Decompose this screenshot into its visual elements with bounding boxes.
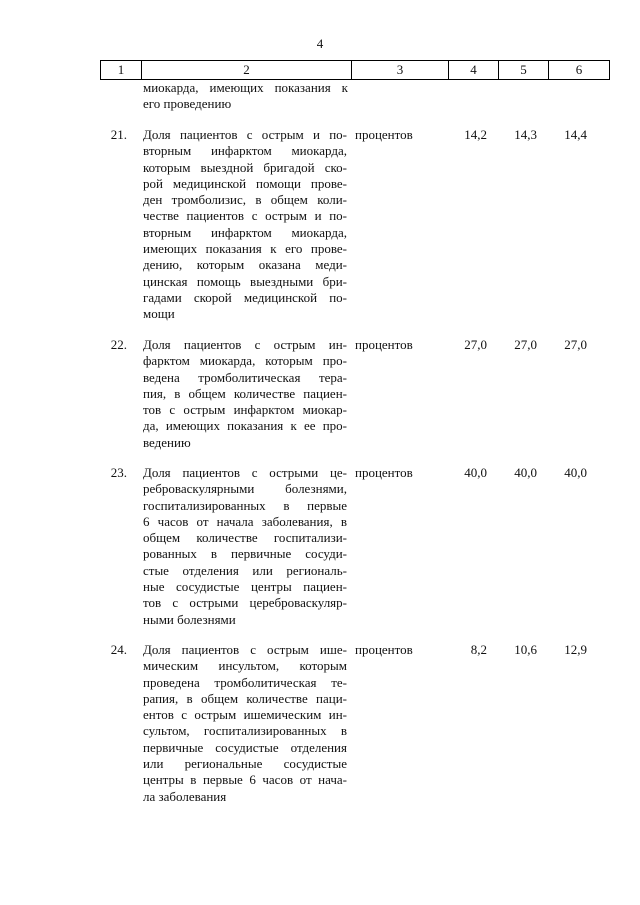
text-line: Доля пациентов с острыми це- <box>143 465 347 480</box>
text-line: 6 часов от начала заболевания, в <box>143 513 347 529</box>
text-line: фарктом миокарда, которым про- <box>143 353 347 369</box>
text-line: или региональные сосудистые <box>143 756 347 772</box>
continuation-text <box>143 80 348 113</box>
text-line: Доля пациентов с острым ин- <box>143 337 347 352</box>
text-line: центры в первые 6 часов от нача- <box>143 772 347 788</box>
row-number: 21. <box>110 127 127 142</box>
header-col-5: 5 <box>498 61 548 79</box>
header-col-6: 6 <box>548 61 610 79</box>
table-header <box>100 60 610 80</box>
text-line: тов с острым инфарктом миокар- <box>143 402 347 418</box>
text-line: честве пациентов с острым и по- <box>143 208 347 224</box>
unit-cell: процентов <box>355 642 413 657</box>
text-line: ла заболевания <box>143 788 227 804</box>
value-col-5: 40,0 <box>514 465 537 480</box>
text-line: цинская помощь выездными бри- <box>143 273 347 289</box>
row-number: 22. <box>110 337 127 352</box>
text-line: пия, в общем количестве пациен- <box>143 385 347 401</box>
value-col-4: 27,0 <box>464 337 487 352</box>
text-line: ден тромболизис, в общем коли- <box>143 192 347 208</box>
value-col-6: 40,0 <box>564 465 587 480</box>
value-col-5: 14,3 <box>514 127 537 142</box>
value-col-6: 12,9 <box>564 642 587 657</box>
text-line: ведению <box>143 434 191 450</box>
text-line: рой медицинской помощи прове- <box>143 175 347 191</box>
value-col-4: 40,0 <box>464 465 487 480</box>
text-line: дению, которым оказана меди- <box>143 257 347 273</box>
text-line: Доля пациентов с острым ише- <box>143 642 347 657</box>
text-line: да, имеющих показания к ее про- <box>143 418 347 434</box>
text-line: вторным инфарктом миокарда, <box>143 143 347 159</box>
row-number: 23. <box>110 465 127 480</box>
value-col-4: 8,2 <box>470 642 487 657</box>
text-line: мощи <box>143 306 175 322</box>
page-number: 4 <box>316 36 324 51</box>
indicator-text <box>143 642 347 805</box>
text-line: госпитализированных в первые <box>143 497 347 513</box>
unit-cell: процентов <box>355 337 413 352</box>
indicator-text <box>143 337 347 451</box>
text-line: гадами скорой медицинской по- <box>143 289 347 305</box>
text-line: общем количестве госпитализи- <box>143 530 347 546</box>
text-line: вторным инфарктом миокарда, <box>143 224 347 240</box>
text-line: которым выездной бригадой ско- <box>143 159 347 175</box>
unit-cell: процентов <box>355 127 413 142</box>
header-col-1: 1 <box>100 61 141 79</box>
continuation-line: миокарда, имеющих показания к <box>143 80 348 95</box>
indicator-text <box>143 127 347 323</box>
text-line: ентов с острым ишемическим ин- <box>143 707 347 723</box>
value-col-5: 10,6 <box>514 642 537 657</box>
text-line: ные сосудистые центры пациен- <box>143 579 347 595</box>
text-line: сультом, госпитализированных в <box>143 723 347 739</box>
continuation-line: его проведению <box>143 96 232 112</box>
text-line: рованных в первичные сосуди- <box>143 546 347 562</box>
value-col-5: 27,0 <box>514 337 537 352</box>
header-col-4: 4 <box>448 61 498 79</box>
text-line: имеющих показания к его прове- <box>143 241 347 257</box>
text-line: реброваскулярными болезнями, <box>143 481 347 497</box>
text-line: стые отделения или региональ- <box>143 562 347 578</box>
header-col-3: 3 <box>351 61 448 79</box>
text-line: ными болезнями <box>143 611 236 627</box>
text-line: рапия, в общем количестве паци- <box>143 690 347 706</box>
text-line: тов с острыми цереброваскуляр- <box>143 595 347 611</box>
unit-cell: процентов <box>355 465 413 480</box>
header-col-2: 2 <box>141 61 351 79</box>
indicator-text <box>143 465 347 628</box>
text-line: Доля пациентов с острым и по- <box>143 127 347 142</box>
text-line: ведена тромболитическая тера- <box>143 369 347 385</box>
text-line: проведена тромболитическая те- <box>143 674 347 690</box>
value-col-4: 14,2 <box>464 127 487 142</box>
value-col-6: 14,4 <box>564 127 587 142</box>
row-number: 24. <box>110 642 127 657</box>
value-col-6: 27,0 <box>564 337 587 352</box>
text-line: мическим инсультом, которым <box>143 658 347 674</box>
text-line: первичные сосудистые отделения <box>143 739 347 755</box>
